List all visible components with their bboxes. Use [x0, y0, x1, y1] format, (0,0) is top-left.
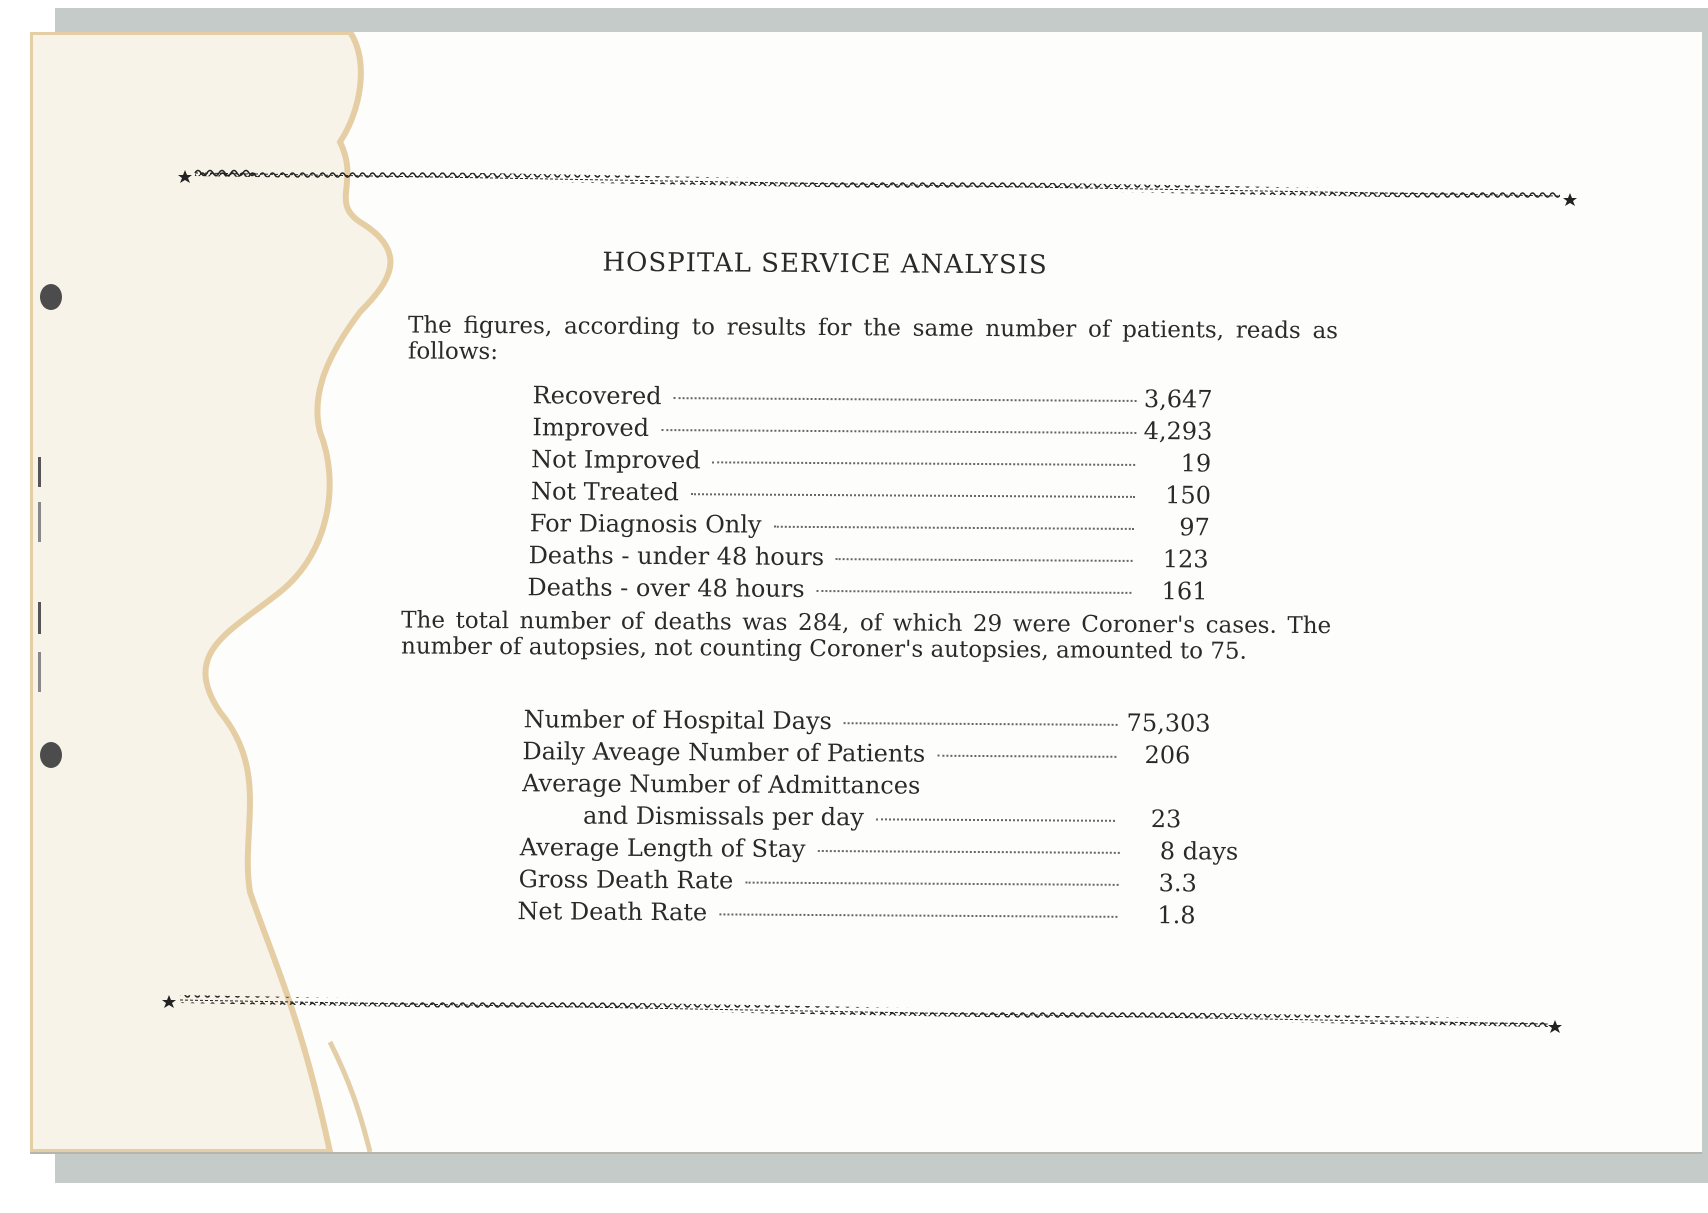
stats-row-length-of-stay [520, 833, 1250, 867]
leader-dots [844, 722, 1118, 726]
results-row-not-improved [531, 445, 1211, 479]
stats-row-net-death-rate [517, 897, 1247, 931]
leader-dots [836, 558, 1133, 562]
leader-dots [713, 461, 1136, 466]
stats-row-gross-death-rate [519, 865, 1249, 899]
results-row-not-treated [531, 477, 1211, 511]
row-label: Deaths - over 48 hours [527, 573, 805, 603]
leader-dots [818, 850, 1120, 854]
row-value: 8 days [1159, 837, 1239, 866]
leader-dots [691, 493, 1135, 498]
row-label: For Diagnosis Only [529, 509, 762, 539]
page-title: HOSPITAL SERVICE ANALYSIS [602, 247, 1048, 281]
row-value: 206 [1144, 741, 1191, 770]
results-row-diagnosis-only [530, 509, 1210, 543]
row-label: Net Death Rate [517, 897, 708, 927]
leader-dots [817, 590, 1132, 594]
row-value: 3,647 [1143, 384, 1213, 414]
deaths-paragraph: The total number of deaths was 284, of which 29 were Coroner's cases. The number of autopsies, not counting Coroner's autopsies, amounted to 75. [400, 607, 1332, 665]
row-value: 4,293 [1143, 416, 1213, 446]
leader-dots [719, 913, 1117, 917]
row-value: 161 [1161, 577, 1208, 606]
row-label: Number of Hospital Days [523, 705, 832, 736]
row-label: and Dismissals per day [582, 801, 864, 832]
intro-paragraph: The figures, according to results for the same number of patients, reads as follows: [407, 312, 1339, 366]
results-row-recovered [532, 381, 1212, 415]
row-label: Average Length of Stay [519, 833, 806, 863]
row-value: 1.8 [1157, 901, 1196, 930]
stats-row-daily-average [522, 737, 1212, 771]
leader-dots [937, 755, 1116, 758]
row-label: Daily Aveage Number of Patients [522, 737, 926, 768]
leader-dots [674, 397, 1137, 402]
row-label: Not Treated [530, 477, 680, 507]
row-label: Not Improved [531, 445, 701, 475]
stats-row-hospital-days [524, 705, 1214, 739]
row-value: 75,303 [1126, 708, 1211, 738]
results-row-deaths-over-48 [527, 573, 1207, 607]
row-value: 150 [1165, 481, 1212, 510]
row-value: 23 [1150, 805, 1182, 834]
row-label: Gross Death Rate [518, 865, 734, 895]
results-row-deaths-under-48 [529, 541, 1209, 575]
row-value: 19 [1180, 449, 1212, 478]
row-label: Recovered [532, 381, 662, 411]
row-value: 97 [1179, 513, 1210, 542]
row-value: 123 [1162, 545, 1209, 574]
leader-dots [773, 526, 1133, 530]
row-label: Deaths - under 48 hours [528, 541, 825, 572]
row-label: Improved [532, 413, 650, 442]
leader-dots [876, 818, 1115, 821]
leader-dots [745, 882, 1118, 886]
results-row-improved [532, 413, 1212, 447]
leader-dots [661, 429, 1136, 434]
stats-label-admittances: Average Number of Admittances [522, 769, 921, 800]
stats-row-admittances [583, 802, 1211, 836]
row-value: 3.3 [1158, 869, 1197, 898]
